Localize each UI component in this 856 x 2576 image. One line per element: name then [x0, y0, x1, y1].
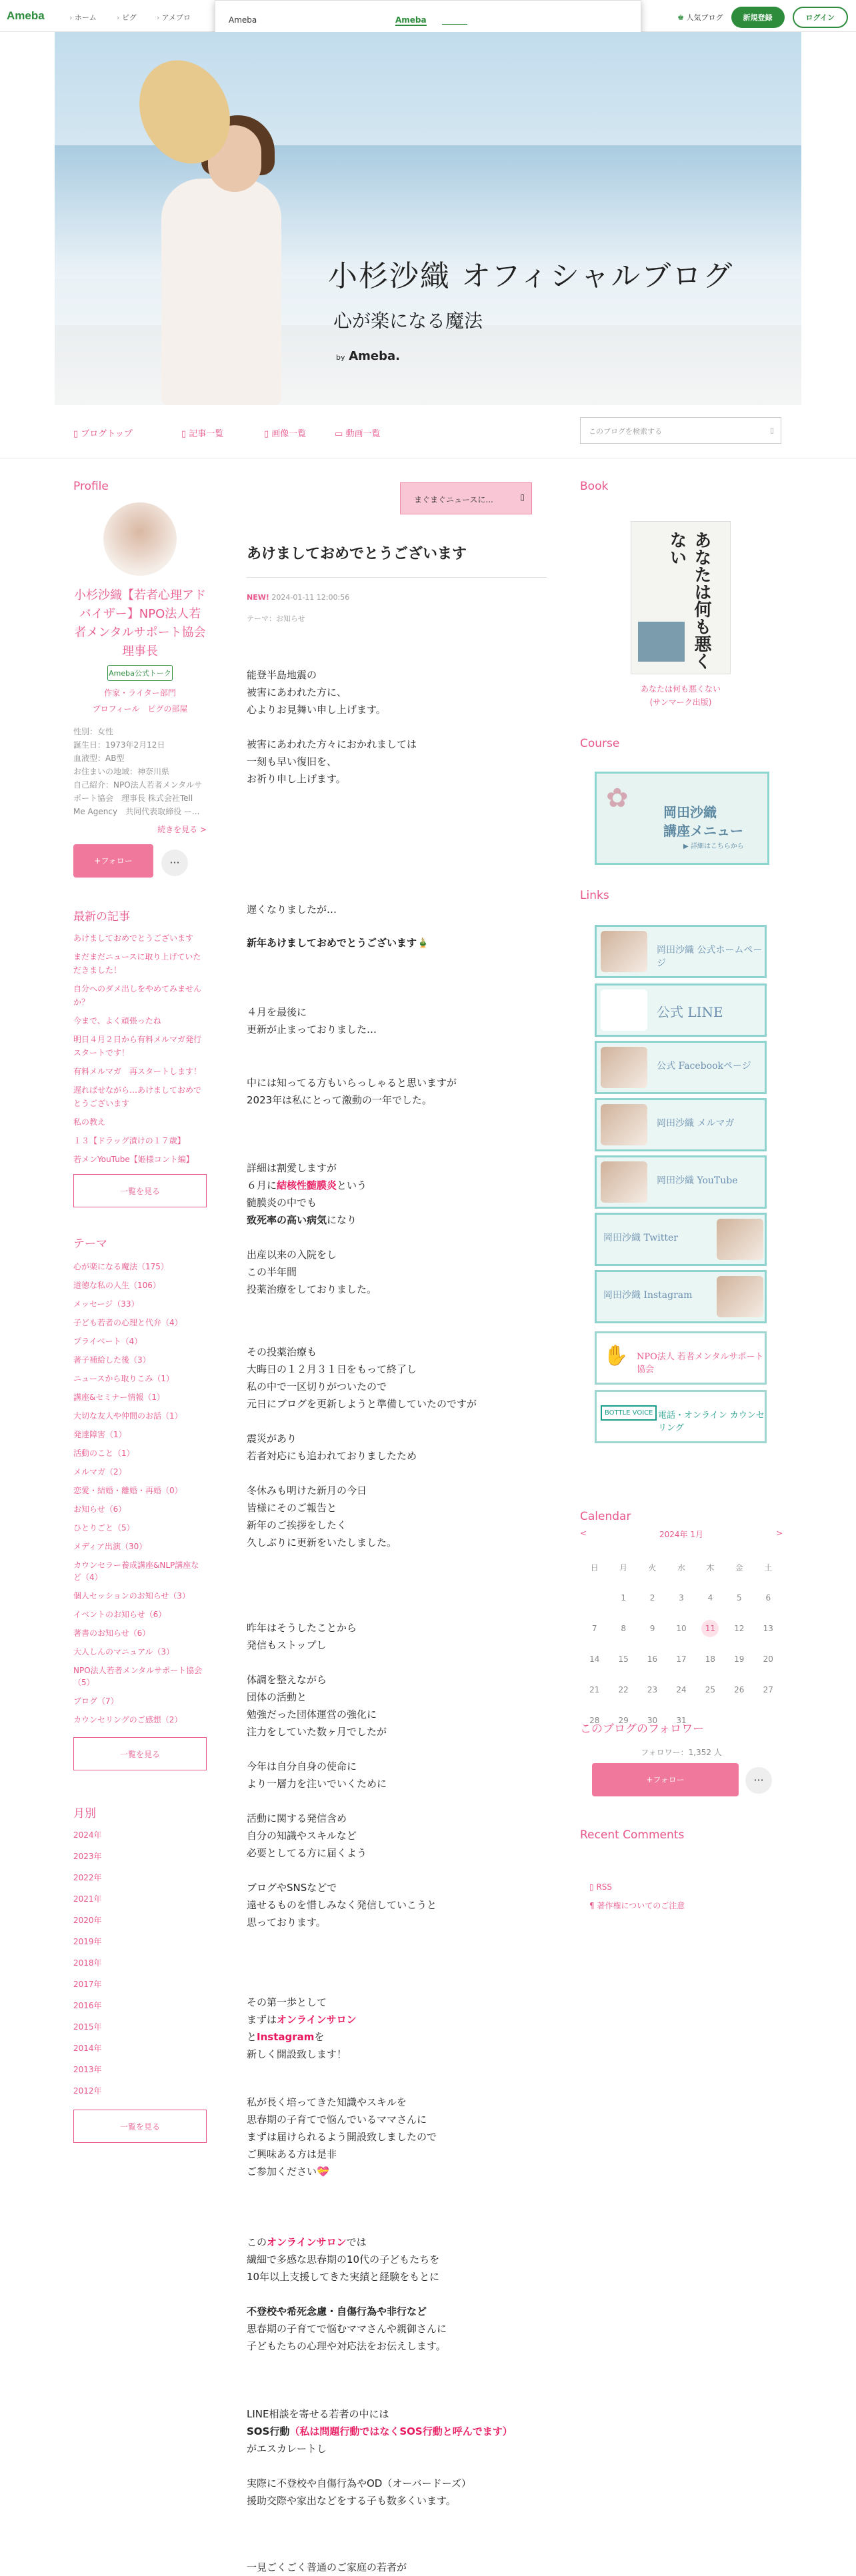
calendar-day[interactable]: 16	[647, 1654, 658, 1664]
theme-item[interactable]: 個人セッションのお知らせ（3）	[73, 1591, 191, 1601]
flower-icon: ✿	[606, 783, 629, 814]
theme-item[interactable]: メッセージ（33）	[73, 1299, 139, 1309]
signup-button[interactable]: 新規登録	[731, 7, 785, 28]
calendar-grid	[580, 1552, 783, 1736]
recent-item[interactable]: １３【ドラッグ漬けの１７歳】	[73, 1136, 185, 1145]
title-divider	[247, 577, 547, 578]
blog-search-input[interactable]	[580, 417, 781, 444]
profile-heading: Profile	[73, 480, 109, 493]
official-badge[interactable]: Ameba公式トーク	[107, 665, 173, 681]
profile-link[interactable]: プロフィール	[92, 704, 140, 714]
month-item[interactable]: 2017年	[73, 1980, 102, 1989]
calendar-day[interactable]: 3	[679, 1593, 684, 1603]
theme-list	[73, 1257, 207, 1729]
calendar-day[interactable]: 12	[734, 1624, 745, 1633]
link-banner-label: 岡田沙織 Twitter	[603, 1233, 678, 1243]
nav-pigg[interactable]: › ピグ	[117, 12, 137, 23]
ameba-logo[interactable]: Ameba	[7, 9, 45, 22]
blog-header-image[interactable]	[55, 32, 801, 405]
theme-item[interactable]: ニュースから取りこみ（1）	[73, 1374, 175, 1383]
link-banner-label: 電話・オンライン カウンセリング	[658, 1411, 765, 1433]
recent-comments-heading: Recent Comments	[580, 1828, 685, 1842]
search-placeholder: このブログを検索する	[589, 427, 662, 436]
profile-name[interactable]: 小杉沙織【若者心理アドバイザー】NPO法人若者メンタルサポート協会理事長	[74, 588, 206, 658]
theme-item[interactable]: カウンセラー養成講座&NLP講座など（4）	[73, 1561, 199, 1582]
bottle-voice-icon: BOTTLE VOICE	[601, 1405, 657, 1421]
theme-item[interactable]: 子ども若者の心理と代弁（4）	[73, 1318, 183, 1327]
calendar-day[interactable]: 19	[734, 1654, 745, 1664]
article-paragraph: 中には知ってる方もいらっしゃると思いますが 2023年は私にとって激動の一年でした。	[247, 1077, 457, 1106]
links-heading: Links	[580, 889, 609, 902]
rss-link[interactable]	[589, 1878, 685, 1896]
theme-item[interactable]: NPO法人若者メンタルサポート協会（5）	[73, 1666, 203, 1687]
theme-heading: テーマ	[73, 1237, 107, 1251]
month-item[interactable]: 2018年	[73, 1958, 102, 1968]
calendar-day[interactable]: 17	[676, 1654, 687, 1664]
recent-item[interactable]: 遅ればせながら…あけましておめでとうございます	[73, 1085, 202, 1108]
weekday-label: 土	[764, 1563, 773, 1573]
calendar-day[interactable]: 29	[618, 1716, 629, 1725]
monthly-heading: 月別	[73, 1807, 96, 1820]
theme-item[interactable]: メディア出演（30）	[73, 1542, 147, 1551]
theme-item[interactable]: 著書のお知らせ（6）	[73, 1628, 151, 1638]
calendar-day[interactable]: 31	[676, 1716, 687, 1725]
article-meta	[247, 593, 349, 602]
month-item[interactable]: 2016年	[73, 2001, 102, 2010]
calendar-day[interactable]: 2	[649, 1593, 655, 1603]
weekday-label: 金	[735, 1563, 743, 1573]
link-twitter-banner[interactable]	[595, 1213, 767, 1266]
nav-blog-top[interactable]	[73, 426, 133, 439]
link-banner-label: 岡田沙織 YouTube	[657, 1175, 738, 1186]
recent-item[interactable]: あけましておめでとうございます	[73, 934, 194, 943]
calendar-day[interactable]: 21	[589, 1685, 600, 1694]
link-mailmag-banner[interactable]	[595, 1098, 767, 1151]
book-cover-title: あなたは何も悪くない	[667, 531, 711, 670]
followers-heading: このブログのフォロワー	[580, 1722, 705, 1736]
link-banner-label: 岡田沙織 メルマガ	[657, 1118, 735, 1129]
nav-ameblo[interactable]: › アメブロ	[157, 12, 191, 23]
article-date: 2024-01-11 12:00:56	[271, 593, 350, 602]
article-paragraph: 遅くなりましたが…	[247, 904, 337, 916]
recent-item[interactable]: 私の教え	[73, 1117, 106, 1127]
calendar-today[interactable]: 11	[701, 1620, 719, 1637]
blog-title: 小杉沙織 オフィシャルブログ	[328, 259, 734, 293]
article-paragraph: 一見ごくごく普通のご家庭の若者が	[247, 2561, 407, 2573]
weekday-label: 月	[619, 1563, 628, 1573]
calendar-day[interactable]: 25	[705, 1685, 716, 1694]
profile-birthday: 誕生日：1973年2月12日	[73, 740, 165, 750]
article-paragraph: このオンラインサロンでは 繊細で多感な思春期の10代の子どもたちを 10年以上支援してきた実績と経験をもとに 不登校や希死念慮・自傷行為や非行など 思春期の子育てで悩むママさんや親御さんに 子どもたちの心理や対応法をお伝えします。	[247, 2236, 447, 2352]
by-ameba	[336, 349, 400, 363]
followers-count: フォロワー：1,352 人	[641, 1748, 722, 1757]
calendar-month: 2024年 1月	[659, 1530, 703, 1539]
calendar-prev-button[interactable]: <	[580, 1529, 587, 1538]
course-banner[interactable]	[595, 772, 769, 865]
recent-item[interactable]: 明日４月２日から有料メルマガ発行スタートです！	[73, 1035, 202, 1057]
link-homepage-banner[interactable]	[595, 925, 767, 978]
calendar-day[interactable]: 15	[618, 1654, 629, 1664]
followers-section	[580, 1719, 783, 1758]
calendar-day[interactable]	[696, 1613, 725, 1644]
article-paragraph: 詳細は割愛しますが ６月に結核性髄膜炎という 髄膜炎の中でも 致死率の高い病気になり 出産以来の入院をし この半年間 投薬治療をしておりました。	[247, 1162, 377, 1295]
theme-item[interactable]: ひとりごと（5）	[73, 1523, 135, 1533]
theme-item[interactable]: 著子補給した後（3）	[73, 1355, 151, 1365]
link-instagram-banner[interactable]	[595, 1270, 767, 1323]
more-menu-icon[interactable]: ···	[161, 850, 188, 876]
home-icon: ▯	[73, 429, 79, 439]
article-paragraph: 能登半島地震の 被害にあわれた方に、 心よりお見舞い申し上げます。 被害にあわれた方々におかれましては 一刻も早い復旧を、 お祈り申し上げます。	[247, 669, 417, 785]
link-banner-label: 岡田沙織 公式ホームページ	[657, 945, 763, 969]
monthly-list	[73, 1824, 207, 2102]
article-theme-link[interactable]: テーマ：お知らせ	[247, 614, 305, 623]
course-line-3: ▶ 詳細はこちらから	[683, 843, 744, 850]
profile-tags	[73, 685, 207, 717]
calendar-header	[580, 1529, 783, 1540]
calendar-day[interactable]: 8	[621, 1624, 626, 1633]
calendar	[580, 1510, 783, 1736]
calendar-day[interactable]: 24	[676, 1685, 687, 1694]
article-paragraph: 新年あけましておめでとうございます🎍	[247, 937, 429, 949]
course-line-1: 岡田沙織	[663, 804, 717, 820]
theme-item[interactable]: 講座&セミナー情報（1）	[73, 1393, 165, 1402]
recent-heading: 最新の記事	[73, 910, 130, 924]
link-banner-label: NPO法人 若者メンタルサポート協会	[637, 1352, 764, 1375]
news-banner-label: まぐまぐニュースに...	[414, 495, 493, 504]
link-banner-label: 公式 LINE	[657, 1004, 723, 1020]
theme-item[interactable]: 心が楽になる魔法（175）	[73, 1262, 169, 1271]
profile-links	[73, 701, 207, 717]
monthly-list-button[interactable]: 一覧を見る	[73, 2110, 207, 2143]
profile-intro: 自己紹介：NPO法人若者メンタルサポート協会 理事長 株式会社Tell Me Agency 共同代表取締役 ー...	[73, 780, 203, 816]
article-paragraph: LINE相談を寄せる若者の中には SOS行動（私は問題行動ではなくSOS行動と呼んでます） がエスカレートし 実際に不登校や自傷行為やOD（オーバードーズ） 援助交際や家出などをする子も数多くいます。	[247, 2408, 513, 2507]
weekday-label: 日	[590, 1563, 599, 1573]
month-item[interactable]: 2015年	[73, 2022, 102, 2032]
nav-home[interactable]: › ホーム	[69, 12, 97, 23]
profile-blood: 血液型：AB型	[73, 754, 125, 763]
calendar-day[interactable]: 23	[647, 1685, 658, 1694]
month-item[interactable]: 2020年	[73, 1916, 102, 1925]
weekday-label: 水	[677, 1563, 685, 1573]
profile-area: お住まいの地域：神奈川県	[73, 767, 170, 776]
month-item[interactable]: 2012年	[73, 2086, 102, 2096]
article-paragraph: その投薬治療も 大晦日の１２月３１日をもって終了し 私の中で一区切りがついたので 元日にブログを更新しようと準備していたのですが 震災があり 若者対応にも追われておりましたため 冬休みも明けた新月の今日 皆様にそのご報告と 新年のご挨拶をしたく 久しぶりに更新をいたしました。	[247, 1346, 477, 1549]
calendar-day[interactable]: 7	[591, 1624, 597, 1633]
calendar-day[interactable]: 1	[621, 1593, 626, 1603]
link-counseling-banner[interactable]	[595, 1390, 767, 1443]
crown-icon: ♚	[677, 13, 685, 22]
list-icon: ▯	[181, 429, 187, 439]
calendar-day[interactable]: 10	[676, 1624, 687, 1633]
month-item[interactable]: 2024年	[73, 1830, 102, 1840]
link-facebook-banner[interactable]	[595, 1041, 767, 1094]
course-line-2: 講座メニュー	[663, 823, 743, 839]
calendar-day[interactable]: 28	[589, 1716, 600, 1725]
recent-comments-section	[580, 1828, 783, 1842]
link-banner-label: 公式 Facebookページ	[657, 1061, 751, 1071]
left-sidebar	[73, 480, 207, 2143]
copyright-icon: ¶	[589, 1901, 595, 1910]
video-icon: ▭	[335, 429, 343, 439]
profile-more-link[interactable]: 続きを見る >	[157, 825, 207, 834]
profile-genre-link[interactable]: 作家・ライター部門	[104, 688, 176, 698]
follow-button[interactable]: +フォロー	[73, 844, 153, 878]
month-item[interactable]: 2013年	[73, 2065, 102, 2074]
profile-info	[73, 725, 207, 818]
chevron-right-icon: ▯	[520, 492, 525, 502]
recent-item[interactable]: 有料メルマガ 再スタートします！	[73, 1067, 202, 1076]
copyright-label: 著作権についてのご注意	[597, 1901, 685, 1910]
month-item[interactable]: 2021年	[73, 1894, 102, 1904]
month-item[interactable]: 2014年	[73, 2044, 102, 2053]
theme-item[interactable]: プライベート（4）	[73, 1337, 143, 1346]
article-paragraph: 昨年はそうしたことから 発信もストップし 体調を整えながら 団体の活動と 勉強だった団体運営の強化に 注力をしていた数ヶ月でしたが 今年は自分自身の使命に より一層力を注いでいくために 活動に関する発信含め 自分の知識やスキルなど 必要としてる方に届くよう ブログやSNSなどで 遠せるものを惜しみなく発信していこうと 思っております。	[247, 1622, 437, 1928]
nav-image-list-label: 画像一覧	[271, 429, 307, 439]
calendar-day[interactable]: 14	[589, 1654, 600, 1664]
month-item[interactable]: 2022年	[73, 1873, 102, 1882]
header-actions	[677, 7, 848, 28]
nav-video-list[interactable]	[335, 426, 380, 439]
nav-blog-top-label: ブログトップ	[81, 429, 133, 439]
by-label: by	[336, 353, 345, 362]
course-heading: Course	[580, 737, 620, 750]
month-item[interactable]: 2023年	[73, 1852, 102, 1861]
book-heading: Book	[580, 480, 609, 493]
calendar-day[interactable]: 26	[734, 1685, 745, 1694]
nav-video-list-label: 動画一覧	[345, 429, 381, 439]
book-cover-image[interactable]	[631, 521, 731, 674]
nav-entry-list-label: 記事一覧	[189, 429, 224, 439]
nav-image-list[interactable]	[264, 426, 306, 439]
theme-item[interactable]: お知らせ（6）	[73, 1505, 127, 1514]
right-sidebar	[580, 480, 783, 493]
link-youtube-banner[interactable]	[595, 1155, 767, 1209]
popular-blog-label: 人気ブログ	[686, 13, 723, 22]
theme-item[interactable]: メルマガ（2）	[73, 1467, 127, 1477]
recent-list-button[interactable]: 一覧を見る	[73, 1174, 207, 1207]
new-badge: NEW!	[247, 593, 269, 602]
recent-item[interactable]: 若メンYouTube【姫様コント編】	[73, 1155, 194, 1164]
article-paragraph: 私が長く培ってきた知識やスキルを 思春期の子育てで悩んでいるママさんに まずは届けられるよう開設致しましたので ご興味ある方は是非 ご参加ください💝	[247, 2096, 437, 2178]
global-nav	[69, 12, 191, 23]
calendar-day[interactable]: 13	[763, 1624, 773, 1633]
hands-icon: ✋	[603, 1344, 629, 1367]
recent-item[interactable]: 今まで、よく頑張ったね	[73, 1016, 161, 1025]
brand-label: Ameba.	[349, 349, 400, 363]
book-caption-link[interactable]: あなたは何も悪くない (サンマーク出版)	[640, 684, 721, 707]
image-icon: ▯	[264, 429, 269, 439]
weekday-label: 火	[648, 1563, 657, 1573]
theme-item[interactable]: 道徳な私の人生（106）	[73, 1281, 161, 1290]
calendar-heading: Calendar	[580, 1510, 631, 1523]
theme-item[interactable]: 発達障害（1）	[73, 1430, 127, 1439]
pigg-room-link[interactable]: ピグの部屋	[147, 704, 188, 714]
popup-link[interactable]: Ameba	[395, 15, 427, 25]
calendar-day[interactable]: 20	[763, 1654, 773, 1664]
nav-entry-list[interactable]	[181, 426, 223, 439]
calendar-day[interactable]: 30	[647, 1716, 658, 1725]
feed-links	[589, 1878, 685, 1915]
theme-list-button[interactable]: 一覧を見る	[73, 1737, 207, 1770]
recent-item[interactable]: 自分へのダメ出しをやめてみませんか？	[73, 984, 202, 1007]
link-npo-banner[interactable]	[595, 1331, 767, 1385]
popup-underline	[442, 24, 467, 25]
recent-item[interactable]: まだまだニュースに取り上げていただきました！	[73, 952, 201, 975]
header-photo-woman	[135, 59, 301, 405]
theme-item[interactable]: 恋愛・結婚・離婚・再婚（0）	[73, 1486, 183, 1495]
calendar-day[interactable]: 18	[705, 1654, 716, 1664]
follow-button-right[interactable]: +フォロー	[592, 1763, 739, 1796]
news-banner[interactable]	[400, 482, 532, 514]
theme-item[interactable]: ブログ（7）	[73, 1696, 119, 1706]
theme-item[interactable]: 大切な友人や仲間のお話（1）	[73, 1411, 183, 1421]
theme-item[interactable]: 大人しんのマニュアル（3）	[73, 1647, 175, 1656]
profile-gender: 性別：女性	[73, 727, 114, 736]
avatar[interactable]	[103, 502, 177, 576]
weekday-label: 木	[706, 1563, 715, 1573]
blog-subtitle: 心が楽になる魔法	[333, 310, 483, 332]
calendar-day[interactable]: 9	[649, 1624, 655, 1633]
calendar-day[interactable]: 22	[618, 1685, 629, 1694]
popup-label: Ameba	[229, 15, 257, 25]
article-title[interactable]: あけましておめでとうございます	[247, 546, 467, 562]
calendar-day[interactable]: 6	[765, 1593, 771, 1603]
calendar-day	[580, 1583, 609, 1613]
article-paragraph: その第一歩として まずはオンラインサロン とInstagramを 新しく開設致します！	[247, 1996, 357, 2060]
link-line-banner[interactable]	[595, 983, 767, 1037]
link-banner-label: 岡田沙織 Instagram	[603, 1290, 693, 1301]
calendar-day[interactable]: 5	[737, 1593, 742, 1603]
search-icon[interactable]: ▯	[769, 426, 774, 434]
theme-item[interactable]: イベントのお知らせ（6）	[73, 1610, 167, 1619]
login-button[interactable]: ログイン	[793, 7, 848, 28]
more-menu-icon-right[interactable]: ···	[745, 1767, 772, 1794]
rss-icon: ▯	[589, 1882, 594, 1892]
calendar-day[interactable]: 27	[763, 1685, 773, 1694]
rss-label: RSS	[596, 1882, 613, 1892]
calendar-next-button[interactable]: >	[775, 1529, 783, 1538]
theme-item[interactable]: 活動のこと（1）	[73, 1449, 135, 1458]
calendar-day[interactable]: 4	[707, 1593, 713, 1603]
month-item[interactable]: 2019年	[73, 1937, 102, 1946]
popular-blog-link[interactable]	[677, 12, 723, 23]
article-paragraph: ４月を最後に 更新が止まっておりました…	[247, 1006, 377, 1035]
recent-list	[73, 932, 207, 1166]
theme-item[interactable]: カウンセリングのご感想（2）	[73, 1715, 183, 1724]
copyright-notice-link[interactable]	[589, 1896, 685, 1915]
